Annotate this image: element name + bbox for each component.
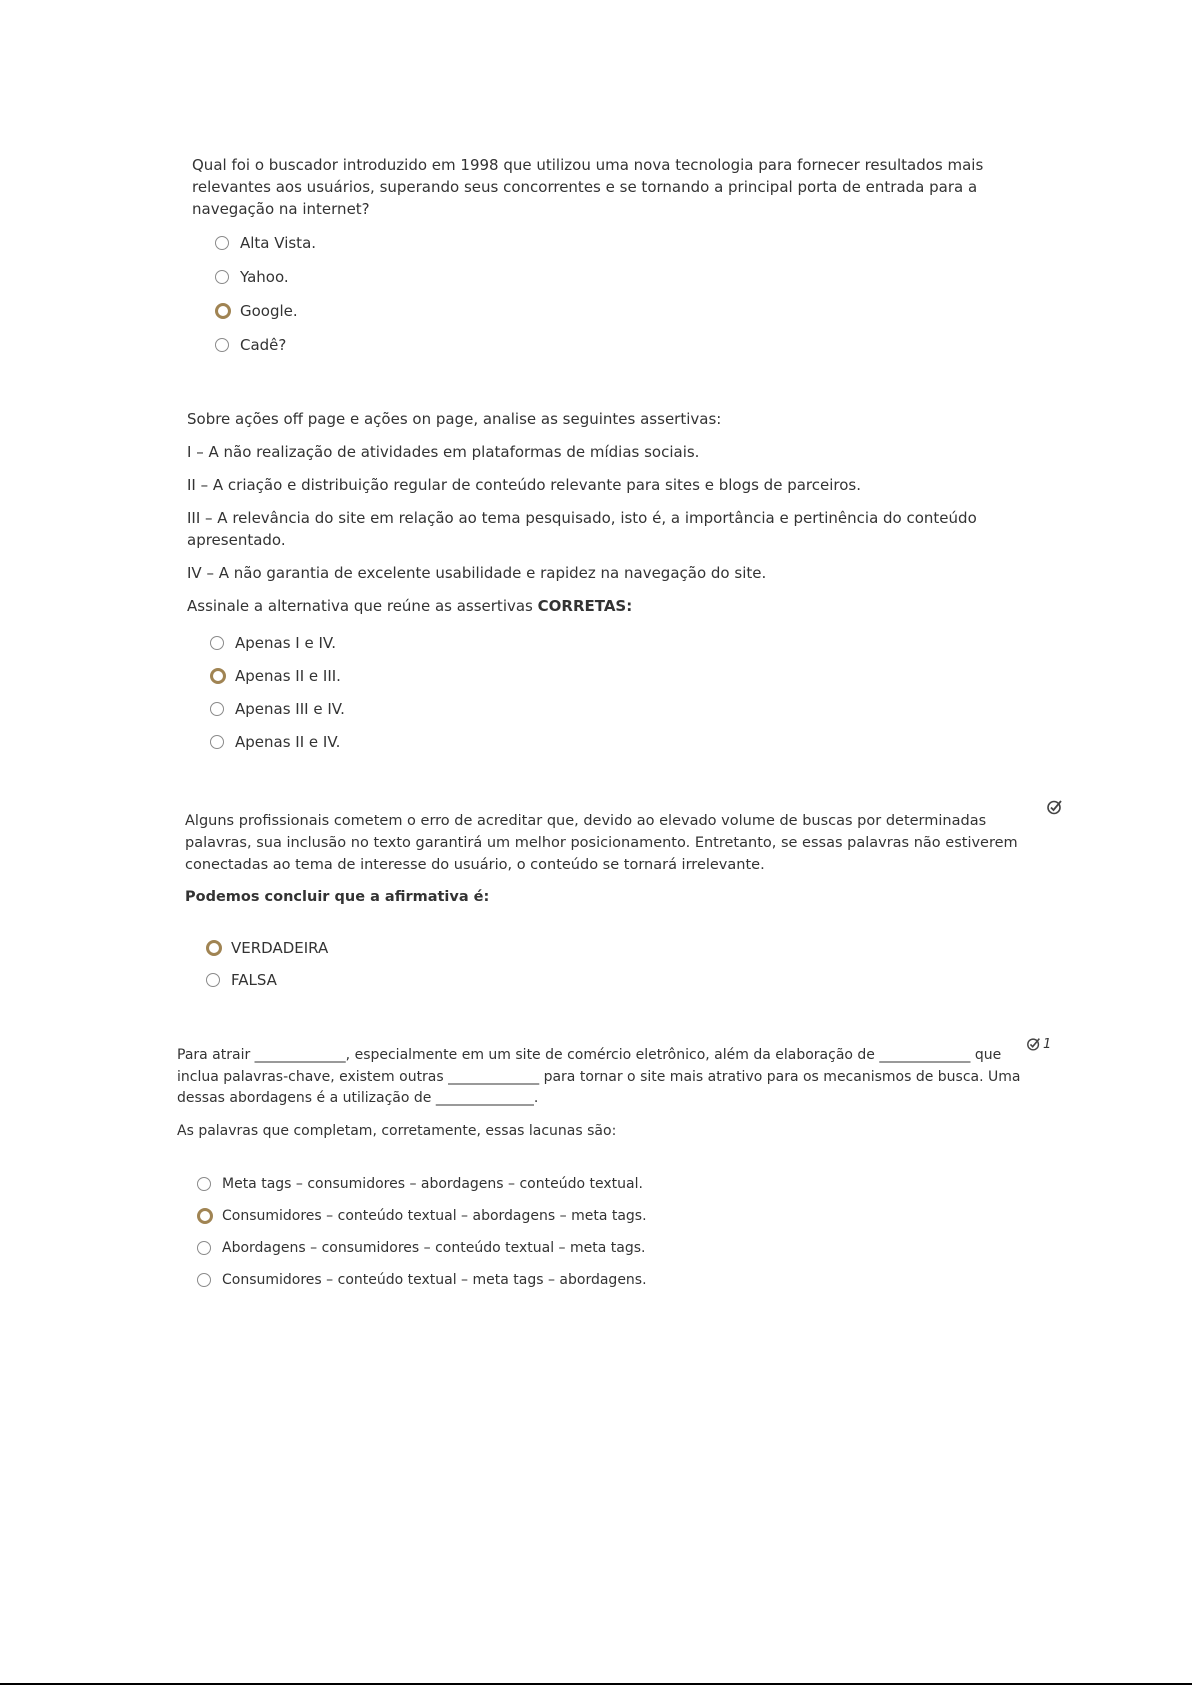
option-label: Apenas III e IV. — [235, 700, 345, 718]
question-1-text: Qual foi o buscador introduzido em 1998 que utilizou uma nova tecnologia para fornecer resultados mais relevantes aos usuários, superando seus concorrentes e se tornando a principal porta de entrada para a navegação na internet? — [192, 156, 984, 218]
check-icon — [1046, 798, 1064, 820]
option-label: Abordagens – consumidores – conteúdo textual – meta tags. — [222, 1240, 646, 1256]
radio-button[interactable] — [215, 236, 229, 250]
question-2 — [187, 408, 1067, 629]
option-label: Yahoo. — [240, 268, 289, 286]
option-google[interactable] — [215, 300, 316, 322]
radio-button-selected[interactable] — [215, 303, 231, 319]
prompt-text: Assinale a alternativa que reúne as assertivas — [187, 597, 538, 615]
option-label: Apenas II e IV. — [235, 733, 341, 751]
question-2-prompt — [187, 595, 1067, 617]
radio-button[interactable] — [210, 735, 224, 749]
radio-button[interactable] — [210, 702, 224, 716]
question-3-prompt: Podemos concluir que a afirmativa é: — [185, 889, 490, 905]
question-1-options — [215, 232, 316, 356]
option-apenas-ii-iii[interactable] — [210, 665, 345, 687]
prompt-emphasis: CORRETAS: — [537, 597, 633, 615]
radio-button[interactable] — [197, 1241, 211, 1255]
radio-button[interactable] — [215, 270, 229, 284]
option-label: FALSA — [231, 971, 277, 989]
option-a[interactable] — [197, 1173, 647, 1195]
option-label: Google. — [240, 302, 298, 320]
option-apenas-ii-iv[interactable] — [210, 731, 345, 753]
radio-button-selected[interactable] — [210, 668, 226, 684]
question-4-prompt: As palavras que completam, corretamente, essas lacunas são: — [177, 1122, 617, 1139]
assertion-3: III – A relevância do site em relação ao tema pesquisado, isto é, a importância e pertinência do conteúdo apresentado. — [187, 509, 977, 549]
radio-button-selected[interactable] — [206, 940, 222, 956]
option-label: Consumidores – conteúdo textual – meta tags – abordagens. — [222, 1272, 647, 1288]
check-icon — [1026, 1036, 1051, 1052]
question-4-text: Para atrair _____________, especialmente em um site de comércio eletrônico, além da elaboração de _____________ que inclua palavras-chave, existem outras _____________ para tornar o site mais atrativo para os mecanismos de busca. Uma dessas abordagens é a utilização de ______________. — [177, 1047, 1021, 1106]
option-apenas-iii-iv[interactable] — [210, 698, 345, 720]
radio-button[interactable] — [210, 636, 224, 650]
option-d[interactable] — [197, 1269, 647, 1291]
assertion-2: II – A criação e distribuição regular de conteúdo relevante para sites e blogs de parceiros. — [187, 476, 861, 494]
question-3-text: Alguns profissionais cometem o erro de acreditar que, devido ao elevado volume de buscas por determinadas palavras, sua inclusão no texto garantirá um melhor posicionamento. Entretanto, se essas palavras não estiverem conectadas ao tema de interesse do usuário, o conteúdo se tornará irrelevante. — [185, 813, 1018, 873]
assertion-4: IV – A não garantia de excelente usabilidade e rapidez na navegação do site. — [187, 564, 767, 582]
radio-button[interactable] — [215, 338, 229, 352]
question-2-intro: Sobre ações off page e ações on page, analise as seguintes assertivas: — [187, 410, 722, 428]
question-3-options — [206, 937, 328, 991]
option-apenas-i-iv[interactable] — [210, 632, 345, 654]
question-2-options — [210, 632, 345, 753]
question-3 — [185, 810, 1020, 920]
option-yahoo[interactable] — [215, 266, 316, 288]
radio-button[interactable] — [197, 1273, 211, 1287]
radio-button[interactable] — [206, 973, 220, 987]
option-label: VERDADEIRA — [231, 939, 329, 957]
option-alta-vista[interactable] — [215, 232, 316, 254]
option-falsa[interactable] — [206, 969, 328, 991]
option-b[interactable] — [197, 1205, 647, 1227]
option-label: Apenas I e IV. — [235, 634, 337, 652]
option-label: Cadê? — [240, 336, 287, 354]
radio-button[interactable] — [197, 1177, 211, 1191]
question-4-options — [197, 1173, 647, 1291]
option-label: Apenas II e III. — [235, 667, 341, 685]
radio-button-selected[interactable] — [197, 1208, 213, 1224]
option-label: Consumidores – conteúdo textual – abordagens – meta tags. — [222, 1208, 647, 1224]
option-cade[interactable] — [215, 334, 316, 356]
question-1 — [192, 154, 1042, 220]
option-c[interactable] — [197, 1237, 647, 1259]
option-label: Meta tags – consumidores – abordagens – conteúdo textual. — [222, 1176, 643, 1192]
check-count: 1 — [1043, 1036, 1052, 1052]
option-label: Alta Vista. — [240, 234, 317, 252]
assertion-1: I – A não realização de atividades em plataformas de mídias sociais. — [187, 443, 700, 461]
question-4 — [177, 1045, 1022, 1154]
option-verdadeira[interactable] — [206, 937, 328, 959]
